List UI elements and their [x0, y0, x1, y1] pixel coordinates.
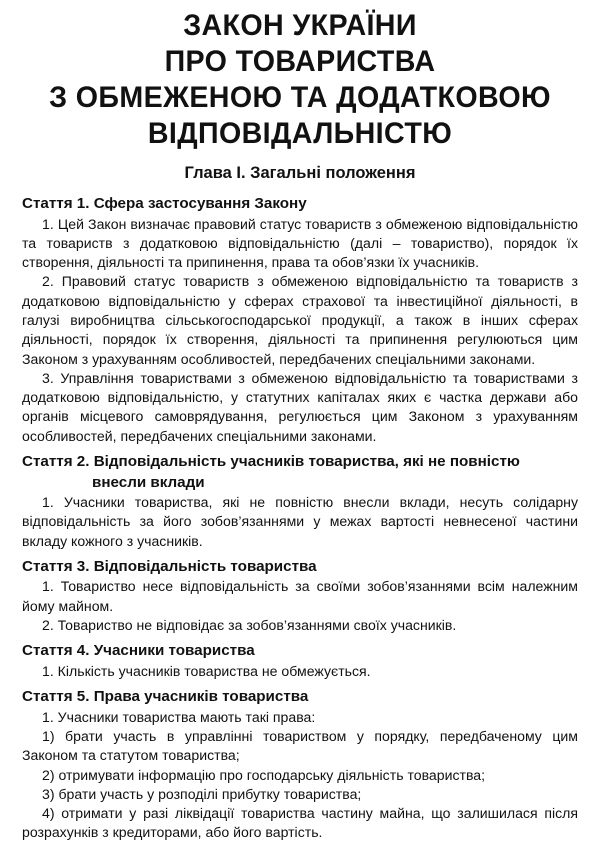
article-heading: Стаття 5. Права учасників товариства [22, 688, 309, 706]
law-title-line: З ОБМЕЖЕНОЮ ТА ДОДАТКОВОЮ [49, 81, 551, 114]
article-1 [22, 194, 578, 446]
article-paragraph: 3. Управління товариствами з обмеженою відповідальністю та товариствами з додатковою відповідальністю, у статутних капіталах яких є частка держави або органів місцевого самоврядування, регулюється цим Законом з урахуванням особливостей, передбачених спеціальними законами. [22, 369, 578, 444]
article-paragraph: 3) брати участь у розподілі прибутку товариства; [42, 785, 362, 802]
law-title-line: ВІДПОВІДАЛЬНІСТЮ [147, 117, 453, 150]
article-paragraph: 2) отримувати інформацію про господарську діяльність товариства; [42, 766, 486, 783]
article-5 [22, 687, 578, 843]
article-paragraph: 1. Товариство несе відповідальність за своїми зобов’язаннями всім належним йому майном. [22, 578, 578, 614]
article-paragraph: 1) брати участь в управлінні товариством у порядку, передбаченому цим Законом та статутом товариства; [22, 727, 578, 764]
article-paragraph: 1. Учасники товариства, які не повністю внесли вклади, несуть солідарну відповідальність за його зобов’язаннями у межах вартості невнесеної частини вкладу кожного з учасників. [22, 494, 578, 549]
article-heading: Стаття 4. Учасники товариства [22, 642, 255, 660]
law-title [30, 8, 569, 152]
article-paragraph: 1. Учасники товариства мають такі права: [42, 708, 316, 725]
article-paragraph: 1. Цей Закон визначає правовий статус товариств з обмеженою відповідальністю та товариств з додатковою відповідальністю (далі – товариство), порядок їх створення, діяльності та припинення, права та обов’язки їх учасників. [22, 215, 578, 271]
article-3 [22, 557, 578, 635]
law-title-line: ПРО ТОВАРИСТВА [164, 45, 436, 78]
article-paragraph: 2. Товариство не відповідає за зобов’язаннями своїх учасників. [42, 617, 457, 634]
article-heading: Стаття 2. Відповідальність учасників товариства, які не повністю внесли вклади [22, 453, 520, 491]
article-paragraph: 4) отримати у разі ліквідації товариства частину майна, що залишилася після розрахунків з кредиторами, або його вартість. [22, 805, 578, 841]
article-paragraph: 2. Правовий статус товариств з обмеженою відповідальністю та товариств з додатковою відповідальністю у сферах страхової та інвестиційної діяльності, в галузі виробництва сільськогосподарської продукції, а також в інших сферах діяльності, порядок їх створення, діяльності та припинення регулюються цим Законом з урахуванням особливостей, передбачених спеціальними законами. [22, 273, 578, 367]
article-4 [22, 641, 578, 681]
article-heading: Стаття 1. Сфера застосування Закону [22, 195, 307, 212]
chapter-heading: Глава I. Загальні положення [184, 164, 416, 182]
article-heading: Стаття 3. Відповідальність товариства [22, 557, 317, 575]
article-2 [22, 452, 578, 551]
law-title-line: ЗАКОН УКРАЇНИ [183, 9, 417, 42]
article-paragraph: 1. Кількість учасників товариства не обмежується. [42, 662, 371, 679]
